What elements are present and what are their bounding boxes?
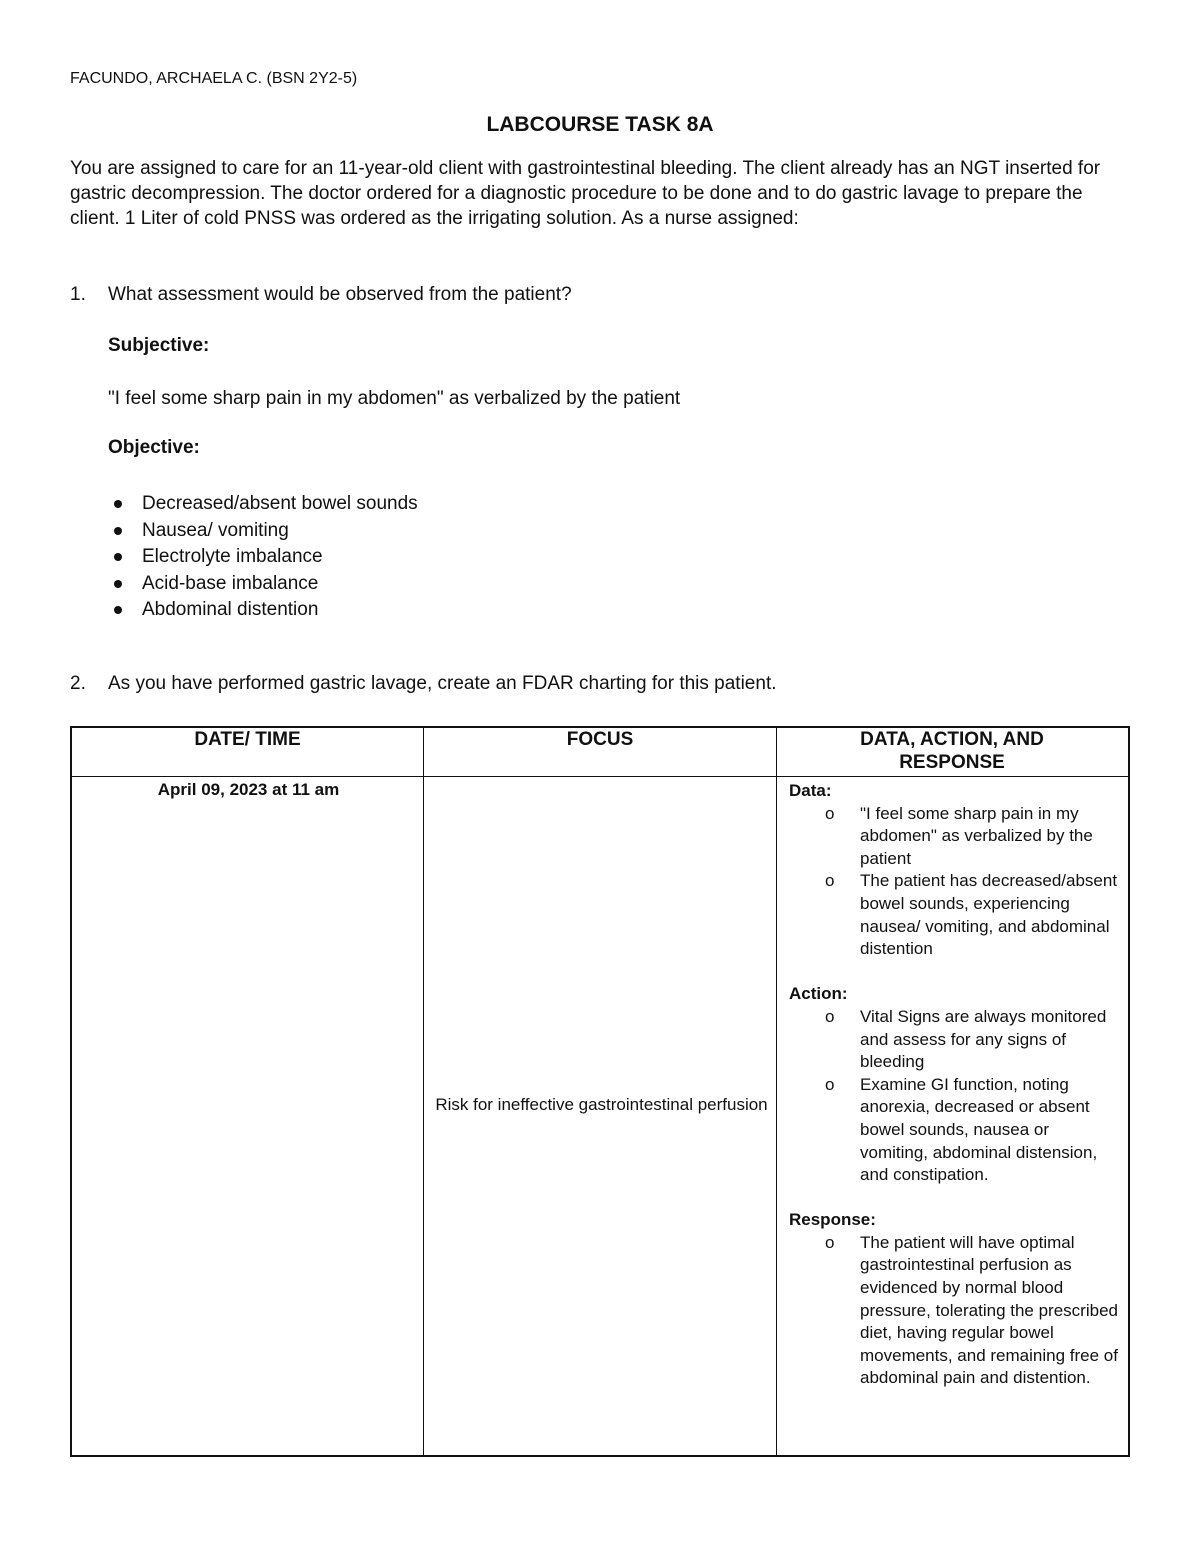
bullet-icon [114,500,122,508]
response-section [789,1209,1119,1390]
circle-bullet-icon: o [825,871,835,891]
objective-item-text: Nausea/ vomiting [142,519,289,541]
objective-item-text: Abdominal distention [142,599,319,620]
header-data-action-response: DATA, ACTION, AND RESPONSE [860,729,1044,773]
header-divider [72,776,1128,777]
column-divider [423,728,424,1455]
objective-label: Objective: [108,437,200,458]
list-item [108,491,418,518]
response-label: Response: [789,1210,876,1230]
cell-data-action-response [789,780,1119,1413]
bullet-icon [114,527,122,535]
action-label: Action: [789,984,848,1004]
objective-item-text: Decreased/absent bowel sounds [142,493,418,514]
fdar-table [70,726,1130,1457]
subjective-text: "I feel some sharp pain in my abdomen" as verbalized by the patient [108,388,681,409]
data-section [789,780,1119,961]
objective-list [108,491,418,624]
data-item-text: "I feel some sharp pain in my abdomen" as verbalized by the patient [860,803,1093,868]
list-item [789,870,1119,960]
data-label: Data: [789,781,832,800]
circle-bullet-icon: o [825,803,835,823]
list-item [789,1074,1119,1187]
subjective-label: Subjective: [108,335,210,356]
cell-focus: Risk for ineffective gastrointestinal perfusion [435,1095,768,1114]
list-item [789,1232,1119,1390]
objective-item-text: Electrolyte imbalance [142,546,323,567]
action-item-text: Examine GI function, noting anorexia, decreased or absent bowel sounds, nausea or vomiting, abdominal distension, and constipation. [860,1074,1098,1185]
question-2 [70,673,777,695]
list-item [108,518,418,545]
data-item-text: The patient has decreased/absent bowel sounds, experiencing nausea/ vomiting, and abdominal distention [860,871,1118,959]
question-1 [70,284,572,306]
column-divider [776,728,777,1455]
bullet-icon [114,580,122,588]
list-item [108,544,418,571]
list-item [789,803,1119,871]
action-item-text: Vital Signs are always monitored and assess for any signs of bleeding [860,1006,1107,1072]
bullet-icon [114,606,122,614]
circle-bullet-icon: o [825,1232,835,1252]
action-section [789,983,1119,1186]
question-2-text: As you have performed gastric lavage, create an FDAR charting for this patient. [108,673,777,694]
circle-bullet-icon: o [825,1006,835,1026]
bullet-icon [114,553,122,561]
circle-bullet-icon: o [825,1074,835,1094]
response-item-text: The patient will have optimal gastrointestinal perfusion as evidenced by normal blood pressure, tolerating the prescribed diet, having regular bowel movements, and remaining free of abdominal pain and distention. [860,1232,1118,1388]
header-focus: FOCUS [566,729,634,750]
list-item [789,1006,1119,1074]
page-title: LABCOURSE TASK 8A [486,113,714,136]
list-item [108,597,418,624]
intro-paragraph: You are assigned to care for an 11-year-old client with gastrointestinal bleeding. The client already has an NGT inserted for gastric decompression. The doctor ordered for a diagnostic procedure to be done and to do gastric lavage to prepare the client. 1 Liter of cold PNSS was ordered as the irrigating solution. As a nurse assigned: [70,158,1101,229]
header-date-time: DATE/ TIME [194,729,301,750]
list-item [108,571,418,598]
objective-item-text: Acid-base imbalance [142,572,319,594]
cell-date-time: April 09, 2023 at 11 am [157,780,340,799]
question-1-number: 1. [70,284,86,305]
question-2-number: 2. [70,673,86,694]
author-line: FACUNDO, ARCHAELA C. (BSN 2Y2-5) [70,70,358,87]
question-1-text: What assessment would be observed from the patient? [108,284,572,305]
